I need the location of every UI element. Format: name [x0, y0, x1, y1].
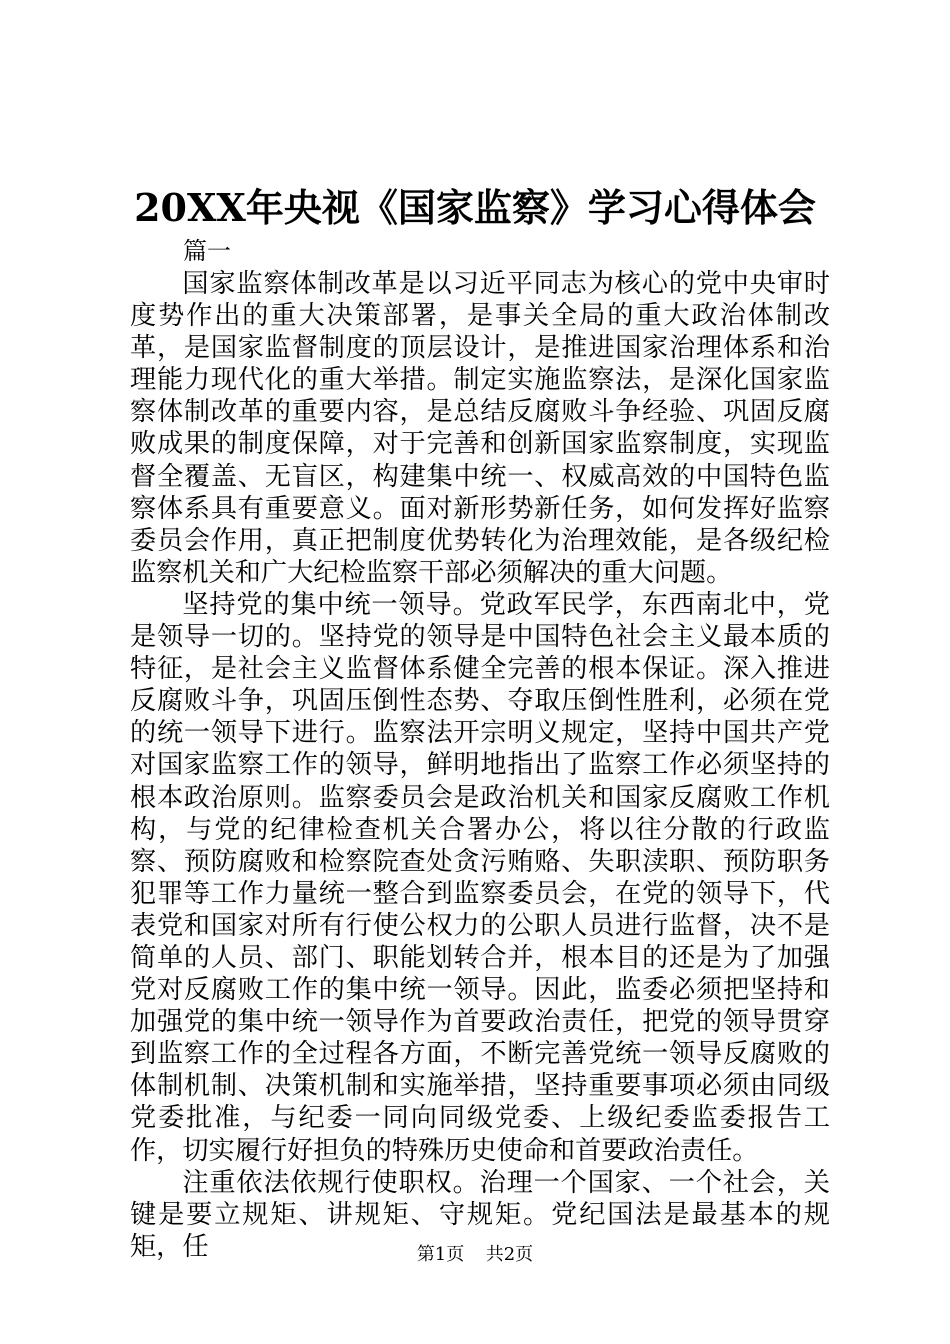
page-footer: [0, 1242, 950, 1268]
document-body: [130, 268, 830, 1263]
paragraph: 坚持党的集中统一领导。党政军民学，东西南北中，党是领导一切的。坚持党的领导是中国特色社会主义最本质的特征，是社会主义监督体系健全完善的根本保证。深入推进反腐败斗争，巩固压倒性态势、夺取压倒性胜利，必须在党的统一领导下进行。监察法开宗明义规定，坚持中国共产党对国家监察工作的领导，鲜明地指出了监察工作必须坚持的根本政治原则。监察委员会是政治机关和国家反腐败工作机构，与党的纪律检查机关合署办公，将以往分散的行政监察、预防腐败和检察院查处贪污贿赂、失职渎职、预防职务犯罪等工作力量统一整合到监察委员会，在党的领导下，代表党和国家对所有行使公权力的公职人员进行监督，决不是简单的人员、部门、职能划转合并，根本目的还是为了加强党对反腐败工作的集中统一领导。因此，监委必须把坚持和加强党的集中统一领导作为首要政治责任，把党的领导贯穿到监察工作的全过程各方面，不断完善党统一领导反腐败的体制机制、决策机制和实施举措，坚持重要事项必须由同级党委批准，与纪委一同向同级党委、上级纪委监委报告工作，切实履行好担负的特殊历史使命和首要政治责任。: [130, 589, 830, 1166]
page-number: 第1页: [416, 1244, 465, 1265]
page-total: 共2页: [485, 1244, 534, 1265]
document-title: 20XX年央视《国家监察》学习心得体会: [134, 185, 816, 230]
paragraph: 注重依法依规行使职权。治理一个国家、一个社会，关键是要立规矩、讲规矩、守规矩。党纪国法是最基本的规矩，任: [130, 1167, 830, 1262]
section-label: 篇一: [183, 237, 231, 265]
paragraph: 国家监察体制改革是以习近平同志为核心的党中央审时度势作出的重大决策部署，是事关全局的重大政治体制改革，是国家监督制度的顶层设计，是推进国家治理体系和治理能力现代化的重大举措。制定实施监察法，是深化国家监察体制改革的重要内容，是总结反腐败斗争经验、巩固反腐败成果的制度保障，对于完善和创新国家监察制度，实现监督全覆盖、无盲区，构建集中统一、权威高效的中国特色监察体系具有重要意义。面对新形势新任务，如何发挥好监察委员会作用，真正把制度优势转化为治理效能，是各级纪检监察机关和广大纪检监察干部必须解决的重大问题。: [130, 269, 830, 588]
